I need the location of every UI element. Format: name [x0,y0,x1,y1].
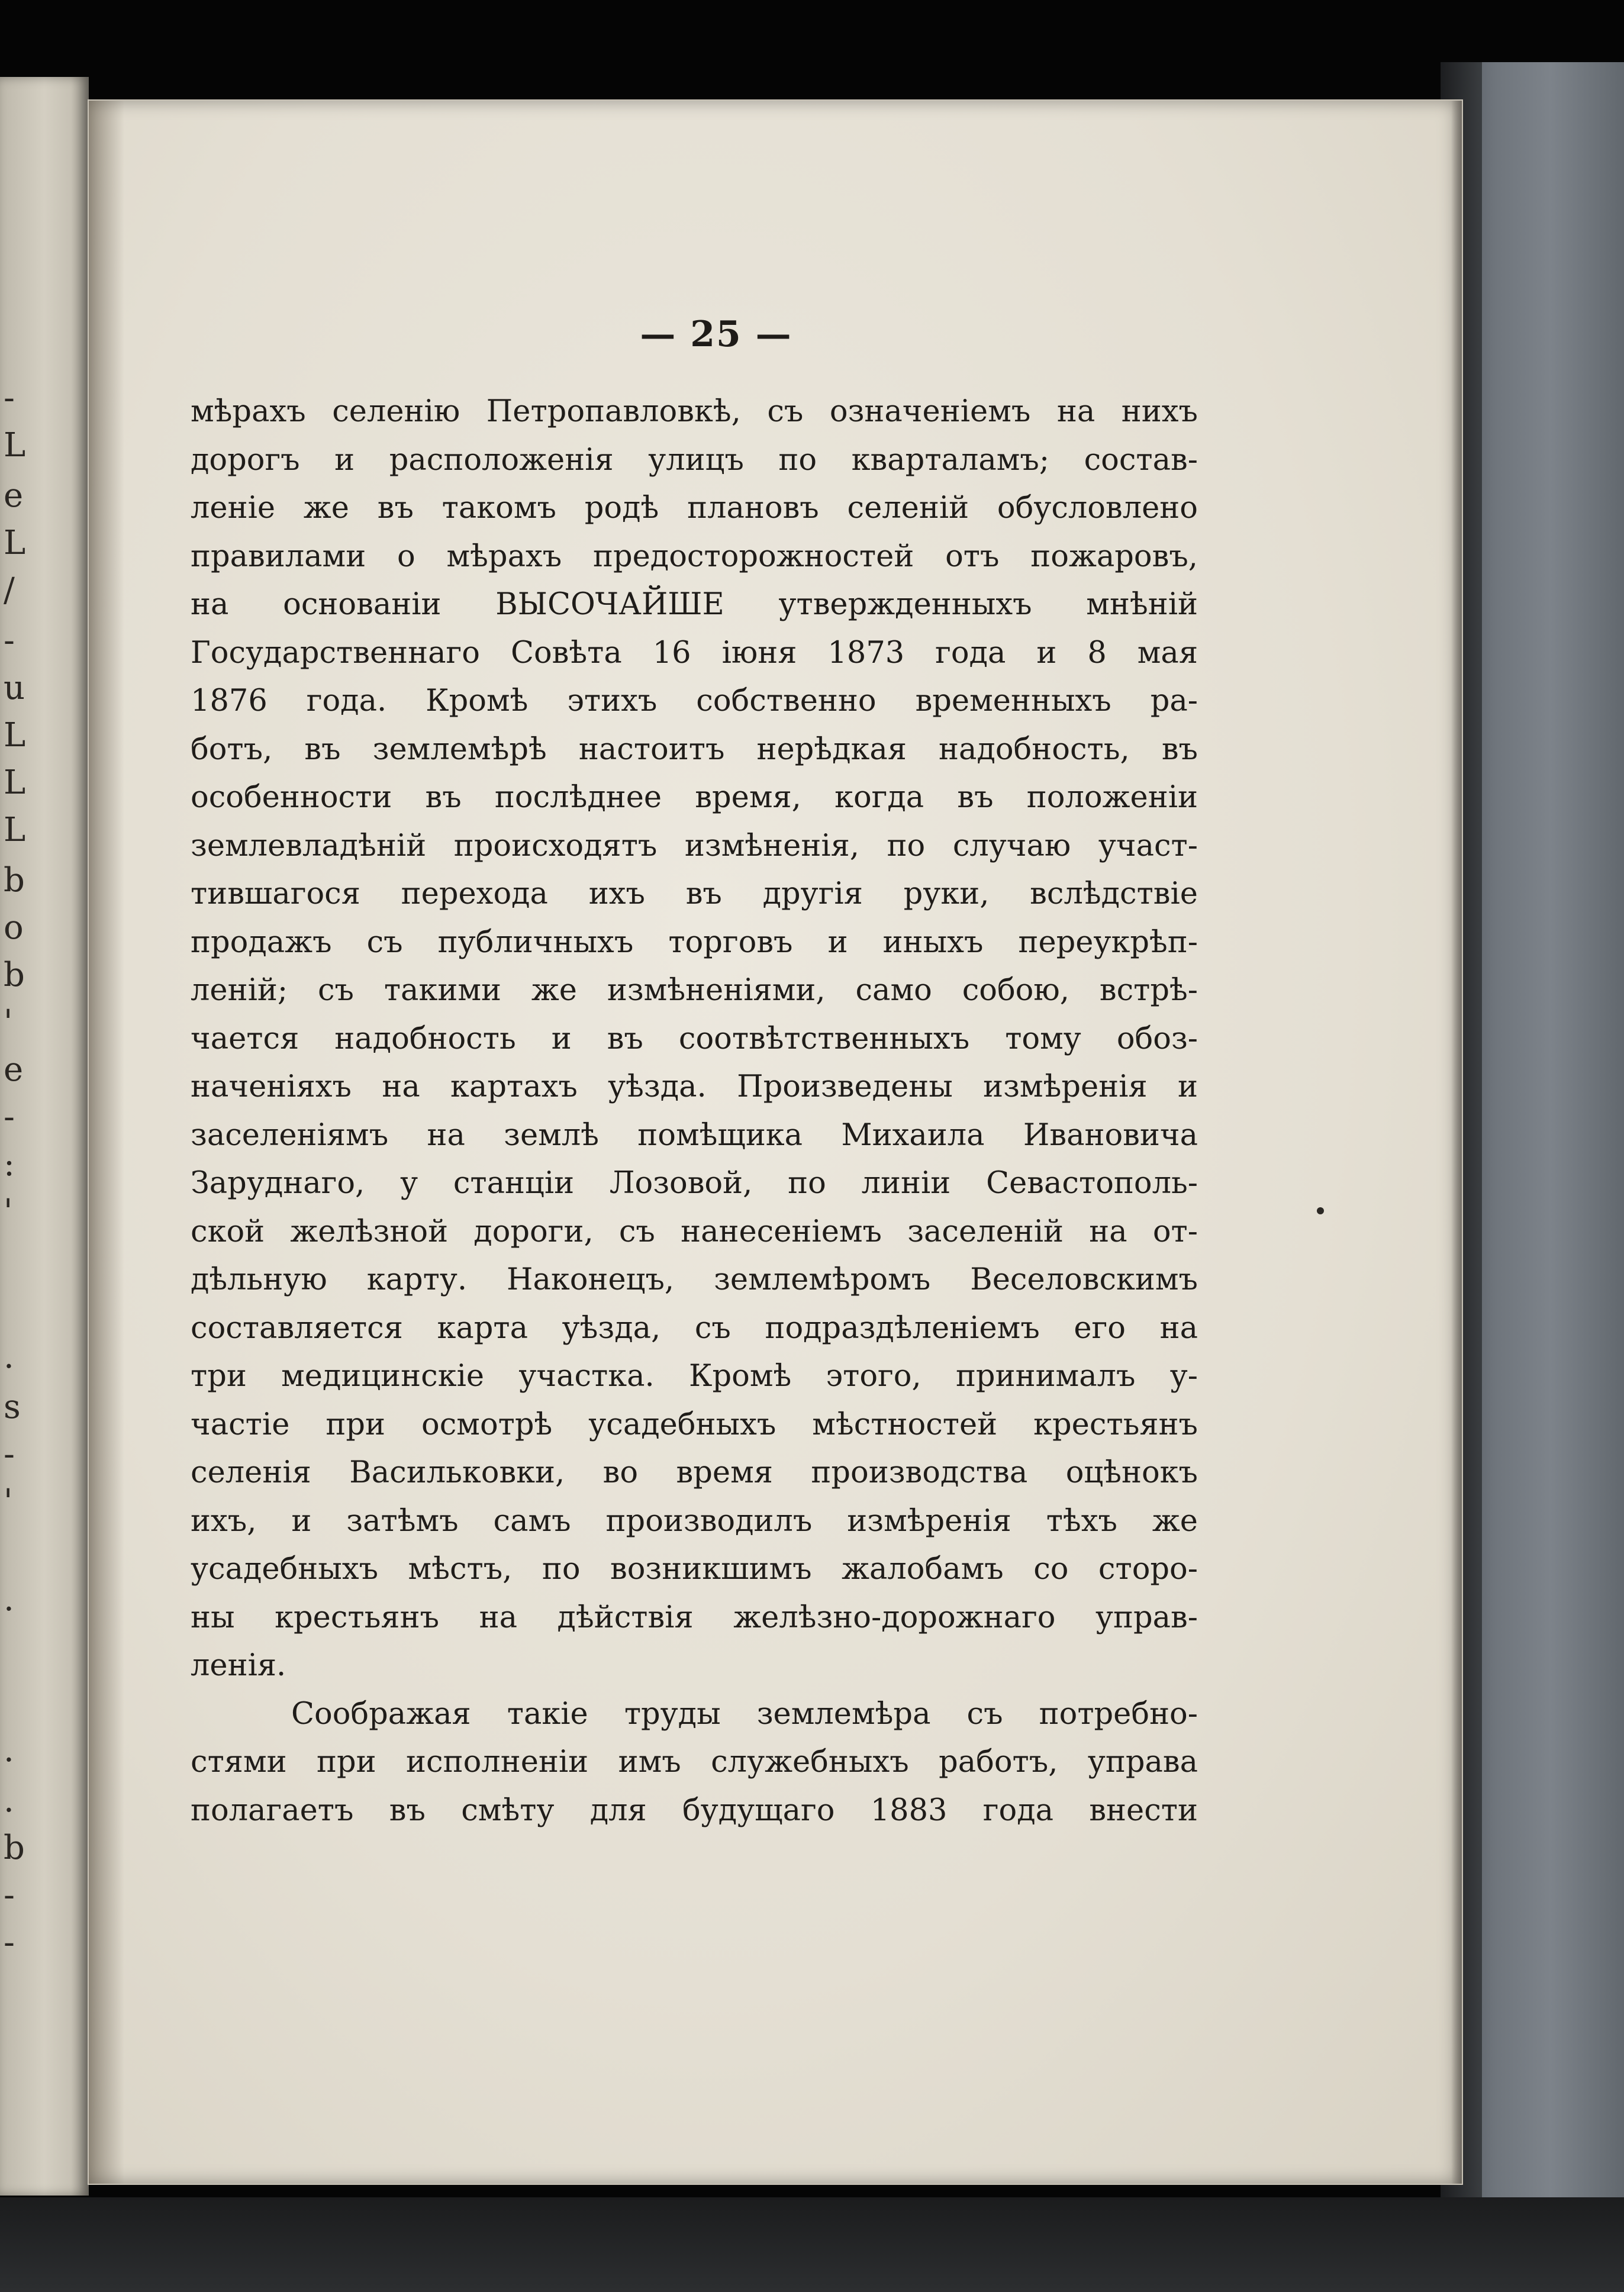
text-line: леній; съ такими же измѣненіями, само собою, встрѣ- [191,973,1198,1008]
text-line: ской желѣзной дороги, съ нанесеніемъ заселеній на от- [191,1214,1198,1249]
text-line: дорогъ и расположенія улицъ по кварталамъ; состав- [191,442,1198,478]
ink-speck [1317,1207,1324,1214]
paragraph-start-line: Соображая такіе труды землемѣра съ потребно- [291,1696,1198,1732]
text-line: леніе же въ такомъ родѣ плановъ селеній обусловлено [191,491,1198,526]
text-line: землевладѣній происходятъ измѣненія, по случаю участ- [191,828,1198,863]
book-cover-board [1441,62,1624,2207]
text-line: мѣрахъ селенію Петропавловкѣ, съ означеніемъ на нихъ [191,394,1198,429]
book-page [89,101,1462,2184]
page-number: — 25 — [640,314,792,355]
left-char: / [4,571,15,610]
text-line: чается надобность и въ соотвѣтственныхъ тому обоз- [191,1021,1198,1056]
left-char: . [4,1781,14,1820]
bottom-shadow [0,2197,1624,2292]
left-char: e [4,1050,24,1089]
page-edge-shadow [1451,101,1462,2184]
left-char: e [4,476,24,515]
left-char: . [4,1337,14,1376]
text-line: полагаетъ въ смѣту для будущаго 1883 года внести [191,1793,1198,1828]
text-line: 1876 года. Кромѣ этихъ собственно временныхъ ра- [191,684,1198,718]
text-line: три медицинскіе участка. Кромѣ этого, принималъ у- [191,1359,1198,1394]
left-page-edge [0,77,89,2196]
left-char: - [4,1876,15,1914]
text-line: ботъ, въ землемѣрѣ настоитъ нерѣдкая надобность, въ [191,731,1198,767]
left-char: - [4,621,15,660]
text-line: Государственнаго Совѣта 16 іюня 1873 года и 8 мая [191,635,1198,670]
text-line: наченіяхъ на картахъ уѣзда. Произведены измѣренія и [191,1069,1198,1104]
text-line: селенія Васильковки, во время производства оцѣнокъ [191,1455,1198,1490]
text-line: продажъ съ публичныхъ торговъ и иныхъ переукрѣп- [191,924,1198,960]
left-char: o [4,908,24,947]
left-char: - [4,379,15,417]
text-line: тившагося перехода ихъ въ другія руки, вслѣдствіе [191,876,1198,911]
left-char: s [4,1388,21,1426]
left-char: L [4,426,26,465]
left-char: ' [4,1192,13,1231]
text-line: Заруднаго, у станціи Лозовой, по линіи Севастополь- [191,1166,1198,1201]
gutter-shadow [89,101,124,2184]
text-line: дѣльную карту. Наконецъ, землемѣромъ Веселовскимъ [191,1262,1198,1297]
left-char: ' [4,1003,13,1042]
text-line: ны крестьянъ на дѣйствія желѣзно-дорожнаго управ- [191,1600,1198,1635]
text-line: частіе при осмотрѣ усадебныхъ мѣстностей крестьянъ [191,1407,1198,1442]
text-line: ихъ, и затѣмъ самъ производилъ измѣренія тѣхъ же [191,1503,1198,1539]
body-text [191,388,1198,1835]
left-char: L [4,763,26,802]
left-char: ' [4,1482,13,1521]
left-char: . [4,1580,14,1619]
text-line: заселеніямъ на землѣ помѣщика Михаила Ивановича [191,1117,1198,1153]
left-char: u [4,669,25,707]
left-char: - [4,1435,15,1474]
text-line: особенности въ послѣднее время, когда въ положеніи [191,780,1198,815]
left-char: L [4,524,26,562]
left-char: L [4,716,26,755]
left-char: b [4,1829,25,1867]
left-page-characters [0,77,24,2196]
left-char: : [4,1145,15,1184]
left-char: - [4,1098,15,1136]
text-line: усадебныхъ мѣстъ, по возникшимъ жалобамъ со сторо- [191,1552,1198,1587]
left-char: b [4,861,25,900]
text-line: на основаніи ВЫСОЧАЙШЕ утвержденныхъ мнѣній [191,587,1198,622]
left-char: . [4,1731,14,1769]
text-line: правилами о мѣрахъ предосторожностей отъ пожаровъ, [191,539,1198,574]
text-line: стями при исполненіи имъ служебныхъ работъ, управа [191,1745,1198,1780]
left-char: L [4,811,26,849]
left-char: b [4,956,25,994]
left-char: - [4,1923,15,1962]
text-line: ленія. [191,1648,286,1683]
text-line: составляется карта уѣзда, съ подраздѣленіемъ его на [191,1310,1198,1346]
